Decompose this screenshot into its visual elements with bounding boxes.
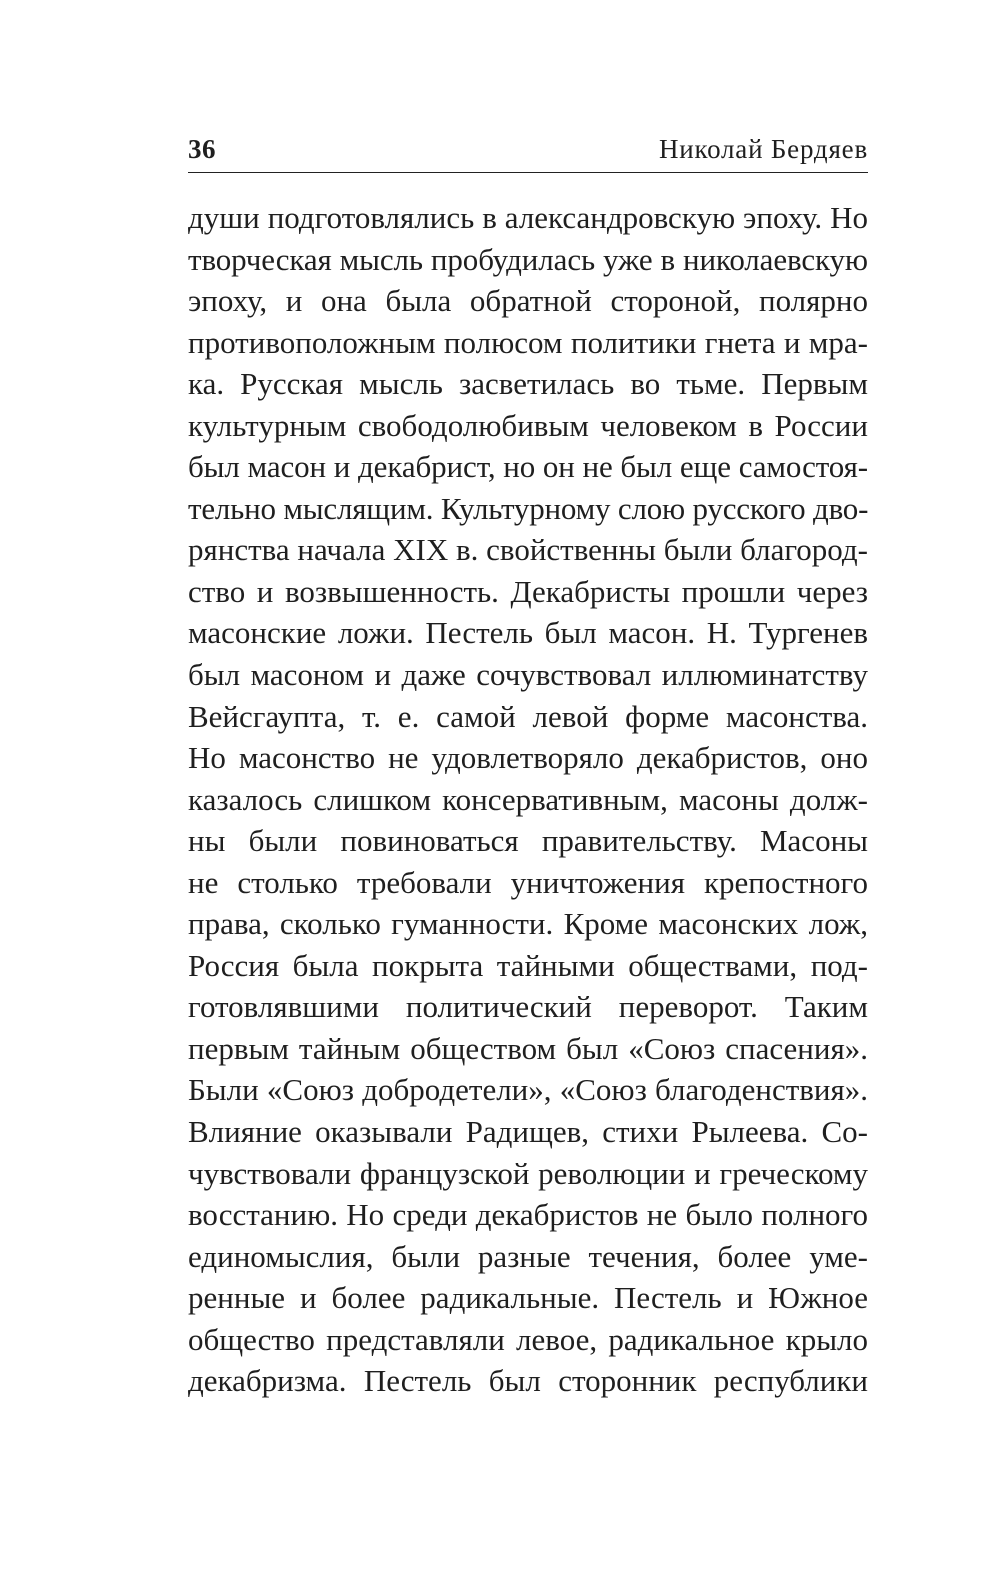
text-line: творческая мысль пробудилась уже в николаевскую [188,241,868,277]
text-line: души подготовлялись в александровскую эпоху. Но [188,200,868,235]
running-head: Николай Бердяев [658,134,868,164]
text-line: Но масонство не удовлетворяло декабристов, оно [188,740,868,776]
text-line: противоположным полюсом политики гнета и мра- [188,324,868,360]
text-line: эпоху, и она была обратной стороной, полярно [188,283,868,319]
text-line: права, сколько гуманности. Кроме масонских лож, [188,906,868,942]
text-line: Вейсгаупта, т. е. самой левой форме масонства. [188,698,868,734]
text-line: масонские ложи. Пестель был масон. Н. Тургенев [188,615,868,651]
text-line: тельно мыслящим. Культурному слою русского дво- [188,490,869,526]
header-rule [188,172,868,173]
text-line: чувствовали французской революции и греческому [188,1155,868,1191]
text-line: Россия была покрыта тайными обществами, под- [188,947,868,983]
text-line: восстанию. Но среди декабристов не было полного [188,1197,868,1233]
body-text [188,197,868,1402]
text-line: общество представляли левое, радикальное крыло [188,1321,868,1357]
text-line: декабризма. Пестель был сторонник республики [188,1363,868,1399]
text-line: казалось слишком консервативным, масоны долж- [188,781,868,817]
text-line: единомыслия, были разные течения, более уме- [188,1238,868,1274]
text-line: ство и возвышенность. Декабристы прошли через [188,573,868,609]
text-line: готовлявшими политический переворот. Таким [188,989,868,1025]
text-line: не столько требовали уничтожения крепостного [188,864,868,900]
text-line: культурным свободолюбивым человеком в России [188,407,868,443]
text-line: был масоном и даже сочувствовал иллюминатству [188,657,868,693]
text-line: Были «Союз добродетели», «Союз благоденствия». [188,1072,868,1108]
text-line: был масон и декабрист, но он не был еще самостоя- [188,449,868,485]
text-line: Влияние оказывали Радищев, стихи Рылеева. Со- [188,1114,868,1150]
text-line: ренные и более радикальные. Пестель и Южное [188,1280,868,1316]
text-line: ны были повиноваться правительству. Масоны [188,823,868,859]
page-header [188,126,868,172]
page-number: 36 [188,134,216,164]
text-line: рянства начала XIX в. свойственны были благород- [188,532,868,568]
text-line: ка. Русская мысль засветилась во тьме. Первым [188,366,868,402]
text-line: первым тайным обществом был «Союз спасения». [188,1030,868,1066]
